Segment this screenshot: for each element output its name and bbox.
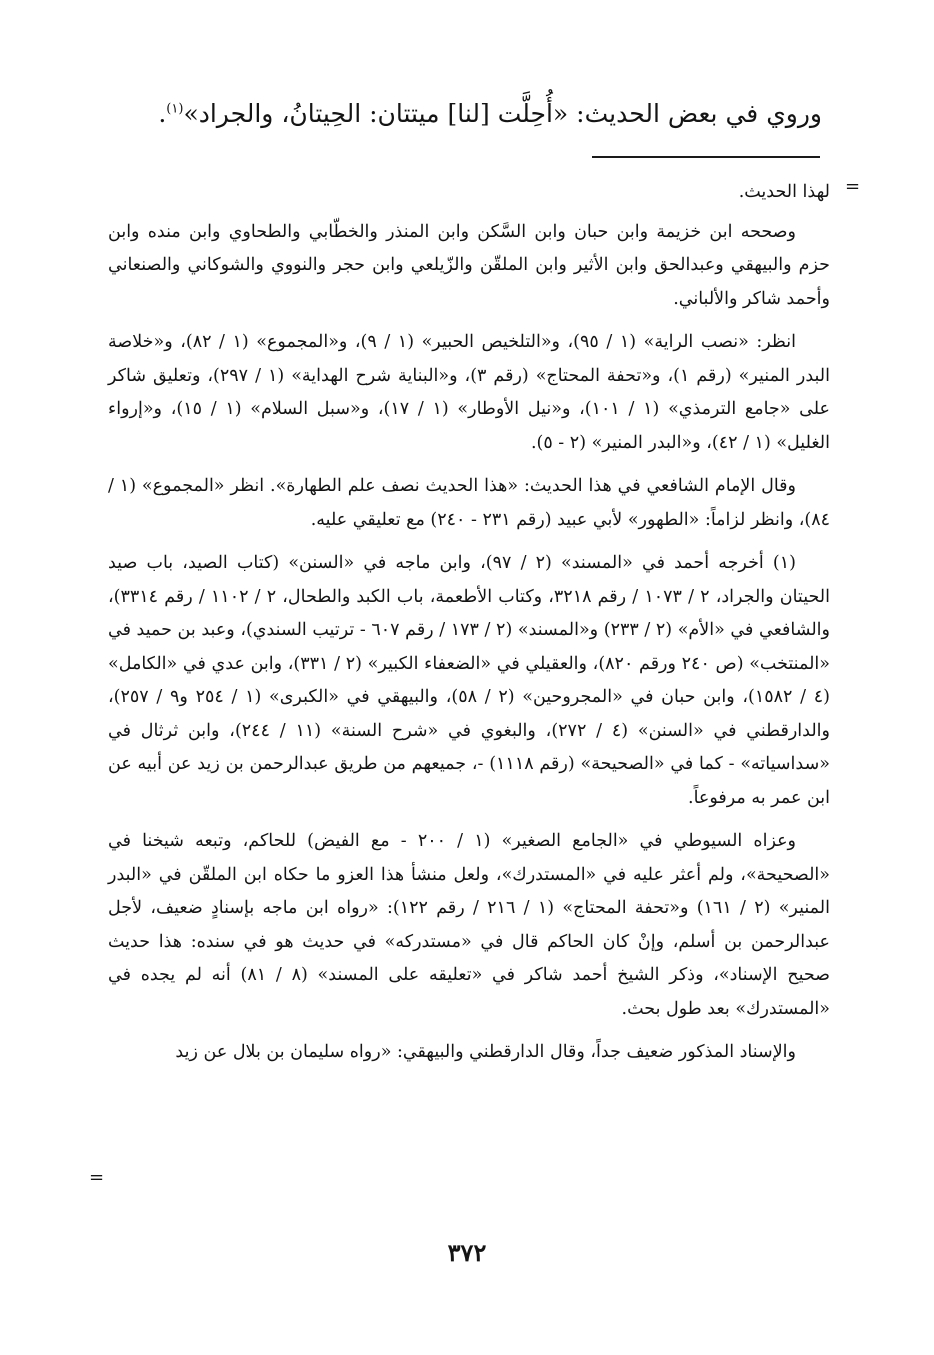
page-number: ٣٧٢	[447, 1238, 487, 1267]
footnotes	[108, 176, 830, 1080]
footnote-paragraph: لهذا الحديث.	[738, 182, 830, 202]
footnote-paragraph: والإسناد المذكور ضعيف جداً، وقال الدارقطني والبيهقي: «رواه سليمان بن بلال عن زيد	[175, 1042, 796, 1062]
footnote-paragraph: وعزاه السيوطي في «الجامع الصغير» (١ / ٢٠٠ - مع الفيض) للحاكم، وتبعه شيخنا في «الصحيحة»، ولم أعثر عليه في «المستدرك»، ولعل منشأ هذا العزو ما حكاه ابن الملقّن في «البدر المنير» (٢ / ١٦١) و«تحفة المحتاج» (١ / ٢١٦ / رقم ١٢٢): «رواه ابن ماجه بإسنادٍ ضعيف، لأجل عبدالرحمن بن أسلم، وإنْ كان الحاكم قال في «مستدركه» في حديث هو في سنده: هذا حديث صحيح الإسناد»، وذكر الشيخ أحمد شاكر في «تعليقه على المسند» (٨ / ٨١) أنه لم يجده في «المستدرك» بعد طول بحث.	[108, 831, 831, 1019]
footnote-paragraph: وقال الإمام الشافعي في هذا الحديث: «هذا الحديث نصف علم الطهارة». انظر «المجموع» (١ / ٨٤)، وانظر لزاماً: «الطهور» لأبي عبيد (رقم ٢٣١ - ٢٤٠) مع تعليقي عليه.	[108, 476, 830, 530]
footnote-paragraph: وصححه ابن خزيمة وابن حبان وابن السَّكن وابن المنذر والخطّابي والطحاوي وابن منده وابن حزم والبيهقي وعبدالحق وابن الأثير وابن الملقّن والزّيلعي وابن حجر والنووي والشوكاني والصنعاني وأحمد شاكر والألباني.	[108, 221, 830, 309]
main-text	[102, 98, 822, 131]
footnote-separator	[592, 156, 820, 158]
footnote-paragraph: (١) أخرجه أحمد في «المسند» (٢ / ٩٧)، وابن ماجه في «السنن» (كتاب الصيد، باب صيد الحيتان والجراد، ٢ / ١٠٧٣ / رقم ٣٢١٨، وكتاب الأطعمة، باب الكبد والطحال، ٢ / ١١٠٢ / رقم ٣٣١٤)، والشافعي في «الأم» (٢ / ٢٣٣) و«المسند» (٢ / ١٧٣ / رقم ٦٠٧ - ترتيب السندي)، وعبد بن حميد في «المنتخب» (ص ٢٤٠ ورقم ٨٢٠)، والعقيلي في «الضعفاء الكبير» (٢ / ٣٣١)، وابن عدي في «الكامل» (٤ / ١٥٨٢)، وابن حبان في «المجروحين» (٢ / ٥٨)، والبيهقي في «الكبرى» (١ / ٢٥٤ و٩ / ٢٥٧)، والدارقطني في «السنن» (٤ / ٢٧٢)، والبغوي في «شرح السنة» (١١ / ٢٤٤)، وابن ثرثال في «سداسياته» - كما في «الصحيحة» (رقم ١١١٨) -، جميعهم من طريق عبدالرحمن بن زيد عن أبيه عن ابن عمر به مرفوعاً.	[108, 553, 830, 808]
continuation-mark-bottom: =	[89, 1167, 105, 1188]
main-text-body: وروي في بعض الحديث: «أُحِلَّت [لنا] ميتتان: الحِيتانُ، والجراد»	[183, 99, 822, 128]
main-text-end: .	[158, 99, 167, 128]
continuation-mark-top: =	[845, 176, 861, 197]
footnote-ref: (١)	[166, 101, 184, 117]
footnote-paragraph: انظر: «نصب الراية» (١ / ٩٥)، و«التلخيص الحبير» (١ / ٩)، و«المجموع» (١ / ٨٢)، و«خلاصة البدر المنير» (رقم ١)، و«تحفة المحتاج» (رقم ٣)، و«البناية شرح الهداية» (١ / ٢٩٧)، وتعليق شاكر على «جامع الترمذي» (١ / ١٠١)، و«نيل الأوطار» (١ / ١٧)، و«سبل السلام» (١ / ١٥)، و«إرواء الغليل» (١ / ٤٢)، و«البدر المنير» (٢ - ٥).	[108, 332, 830, 453]
